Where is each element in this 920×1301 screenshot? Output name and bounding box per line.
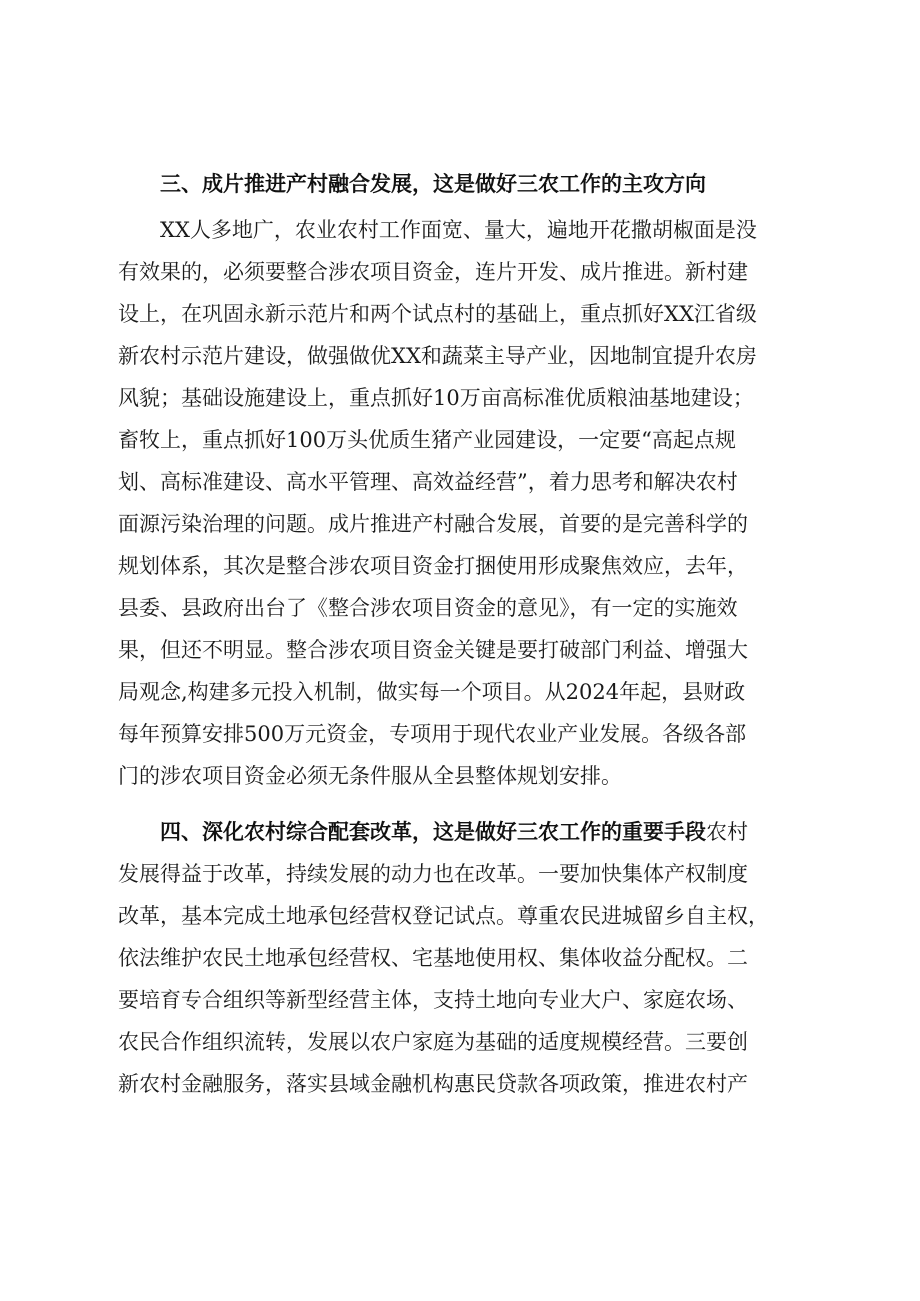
paragraph-line: 划、高标准建设、高水平管理、高效益经营”，着力思考和解决农村 bbox=[118, 470, 738, 494]
paragraph-line: 改革，基本完成土地承包经营权登记试点。尊重农民进城留乡自主权， bbox=[118, 904, 769, 928]
section-4-heading-tail: 农村 bbox=[706, 820, 748, 844]
paragraph-line: 果，但还不明显。整合涉农项目资金关键是要打破部门利益、增强大 bbox=[118, 638, 748, 662]
paragraph-line: 面源污染治理的问题。成片推进产村融合发展，首要的是完善科学的 bbox=[118, 512, 748, 536]
paragraph-line: 要培育专合组织等新型经营主体，支持土地向专业大户、家庭农场、 bbox=[118, 988, 748, 1012]
paragraph-line: 农民合作组织流转，发展以农户家庭为基础的适度规模经营。三要创 bbox=[118, 1030, 748, 1054]
paragraph-line: 依法维护农民土地承包经营权、宅基地使用权、集体收益分配权。二 bbox=[118, 946, 748, 970]
paragraph-line: 发展得益于改革，持续发展的动力也在改革。一要加快集体产权制度 bbox=[118, 862, 748, 886]
section-4-heading-line bbox=[160, 812, 748, 852]
paragraph-line: 新农村金融服务，落实县域金融机构惠民贷款各项政策，推进农村产 bbox=[118, 1072, 748, 1096]
paragraph-line: 有效果的，必须要整合涉农项目资金，连片开发、成片推进。新村建 bbox=[118, 260, 748, 284]
paragraph-line: 局观念,构建多元投入机制，做实每一个项目。从2024年起，县财政 bbox=[118, 680, 746, 704]
paragraph-line: 畜牧上，重点抓好100万头优质生猪产业园建设，一定要“高起点规 bbox=[118, 428, 736, 452]
paragraph-line: 风貌；基础设施建设上，重点抓好10万亩高标准优质粮油基地建设； bbox=[118, 386, 754, 410]
paragraph-line: 设上，在巩固永新示范片和两个试点村的基础上，重点抓好XX江省级 bbox=[118, 302, 757, 326]
paragraph-line: XX人多地广，农业农村工作面宽、量大，遍地开花撒胡椒面是没 bbox=[160, 218, 757, 242]
paragraph-line: 每年预算安排500万元资金，专项用于现代农业产业发展。各级各部 bbox=[118, 722, 747, 746]
section-3-heading: 三、成片推进产村融合发展，这是做好三农工作的主攻方向 bbox=[160, 172, 706, 196]
paragraph-line: 门的涉农项目资金必须无条件服从全县整体规划安排。 bbox=[118, 764, 622, 788]
paragraph-line: 规划体系，其次是整合涉农项目资金打捆使用形成聚焦效应，去年， bbox=[118, 554, 748, 578]
paragraph-line: 新农村示范片建设，做强做优XX和蔬菜主导产业，因地制宜提升农房 bbox=[118, 344, 757, 368]
paragraph-line: 县委、县政府出台了《整合涉农项目资金的意见》，有一定的实施效 bbox=[118, 596, 738, 620]
section-4-heading: 四、深化农村综合配套改革，这是做好三农工作的重要手段 bbox=[160, 820, 706, 844]
